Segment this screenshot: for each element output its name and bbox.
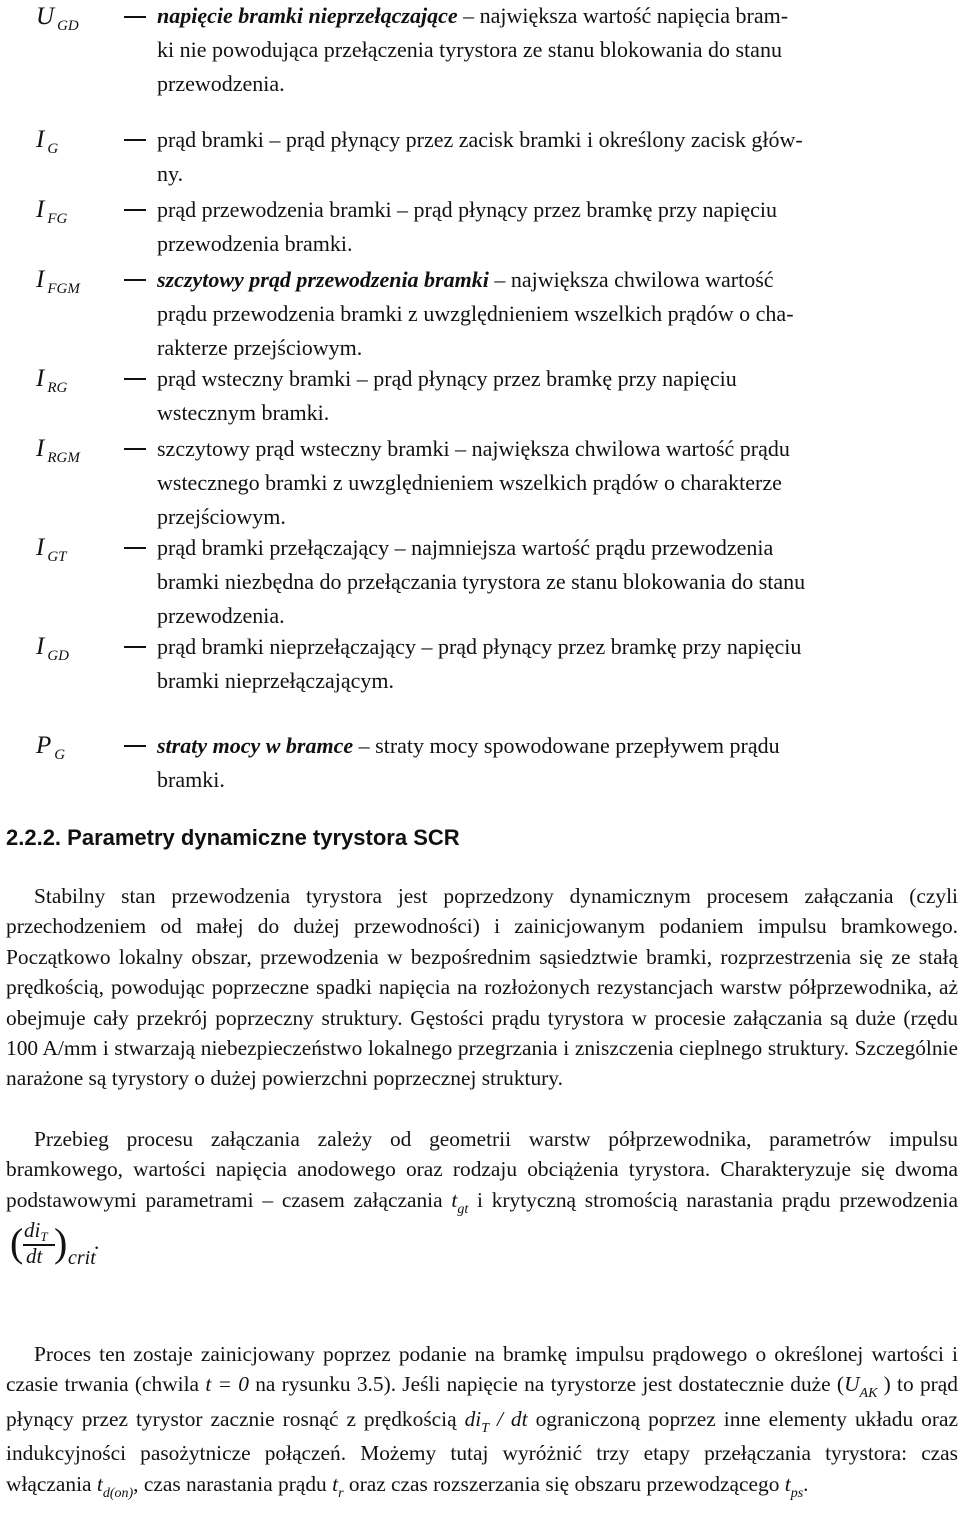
definition-text: prąd przewodzenia bramki – prąd płynący przez bramkę przy napięciu przewodzenia bramki.	[157, 197, 777, 256]
symbol: U $_{GD}$	[36, 3, 79, 34]
paragraph-2: Przebieg procesu załączania zależy od geometrii warstw półprzewodnika, parametrów impulsu bramkowego, wartości napięcia anodowego oraz rodzaju obciążenia tyrystora. Charakteryzuje się dwoma podstawowymi parametrami – czasem załączania $t_{gt}$ i krytyczną stromością narastania prądu przewodzenia ( diT dt ) crit .	[6, 1127, 958, 1270]
dash	[124, 547, 146, 549]
dash	[124, 279, 146, 281]
dash	[124, 378, 146, 380]
definition-text: prąd wsteczny bramki – prąd płynący przez bramkę przy napięciu wstecznym bramki.	[157, 366, 737, 425]
symbol: I $_{FGM}$	[36, 266, 80, 297]
definition-text: prąd bramki – prąd płynący przez zacisk bramki i określony zacisk głów- ny.	[157, 127, 803, 186]
definition-text: szczytowy prąd wsteczny bramki – największa chwilowa wartość prądu wstecznego bramki z uwzględnieniem wszelkich prądów o charakterze przejściowym.	[157, 436, 790, 529]
definition-text: straty mocy w bramce – straty mocy spowodowane przepływem prądu bramki.	[157, 733, 780, 792]
definition-text: napięcie bramki nieprzełączające – największa wartość napięcia bram- ki nie powodująca przełączenia tyrystora ze stanu blokowania do stanu przewodzenia.	[157, 3, 789, 96]
dash	[124, 745, 146, 747]
definition-text: prąd bramki nieprzełączający – prąd płynący przez bramkę przy napięciu bramki nieprzełączającym.	[157, 634, 802, 693]
symbol: I $_{RGM}$	[36, 435, 80, 466]
dash	[124, 209, 146, 211]
definition-text: szczytowy prąd przewodzenia bramki – największa chwilowa wartość prądu przewodzenia bramki z uwzględnieniem wszelkich prądów o cha- rakterze przejściowym.	[157, 267, 794, 360]
dash	[124, 646, 146, 648]
symbol: P $_G$	[36, 732, 66, 763]
symbol: I $_{GD}$	[36, 633, 69, 664]
symbol: I $_{FG}$	[36, 196, 68, 227]
symbol: I $_{RG}$	[36, 365, 68, 396]
paragraph-3: Proces ten zostaje zainicjowany poprzez podanie na bramkę impulsu prądowego o określonej wartości i czasie trwania (chwila t = 0 na rysunku 3.5). Jeśli napięcie na tyrystorze jest dostatecznie duże ($U_{AK}$ ) to prąd płynący przez tyrystor zacznie rosnąć z prędkością $di_T$ / dt ograniczoną poprzez inne elementy układu oraz indukcyjności pasożytnicze połączeń. Możemy tutaj wyróżnić trzy etapy przełączania tyrystora: czas włączania $t_{d(on)}$, czas narastania prądu $t_r$ oraz czas rozszerzania się obszaru przewodzącego $t_{ps}$.	[6, 1342, 958, 1501]
symbol: I $_{GT}$	[36, 534, 67, 565]
symbol: I $_G$	[36, 126, 59, 157]
paragraph-1: Stabilny stan przewodzenia tyrystora jest poprzedzony dynamicznym procesem załączania (czyli przechodzeniem od małej do dużej przewodności) i zainicjowanym podaniem impulsu bramkowego. Początkowo lokalny obszar, przewodzenia w bezpośrednim sąsiedztwie bramki, rozprzestrzenia się ze stałą prędkością, powodując poprzeczne spadki napięcia na rozłożonych rezystancjach warstw półprzewodnika, aż obejmuje cały przekrój poprzeczny struktury. Gęstości prądu tyrystora w procesie załączania są duże (rzędu 100 A/mm i stwarzają niebezpieczeństwo lokalnego przegrzania i zniszczenia cieplnego struktury. Szczególnie narażone są tyrystory o dużej powierzchni poprzecznej struktury.	[6, 884, 958, 1091]
dash	[124, 16, 146, 18]
dash	[124, 448, 146, 450]
critical-rate-formula: ( diT dt ) crit	[10, 1218, 96, 1270]
section-heading: 2.2.2. Parametry dynamiczne tyrystora SCR	[6, 825, 460, 850]
dash	[124, 139, 146, 141]
definition-text: prąd bramki przełączający – najmniejsza wartość prądu przewodzenia bramki niezbędna do przełączania tyrystora ze stanu blokowania do stanu przewodzenia.	[157, 535, 806, 628]
